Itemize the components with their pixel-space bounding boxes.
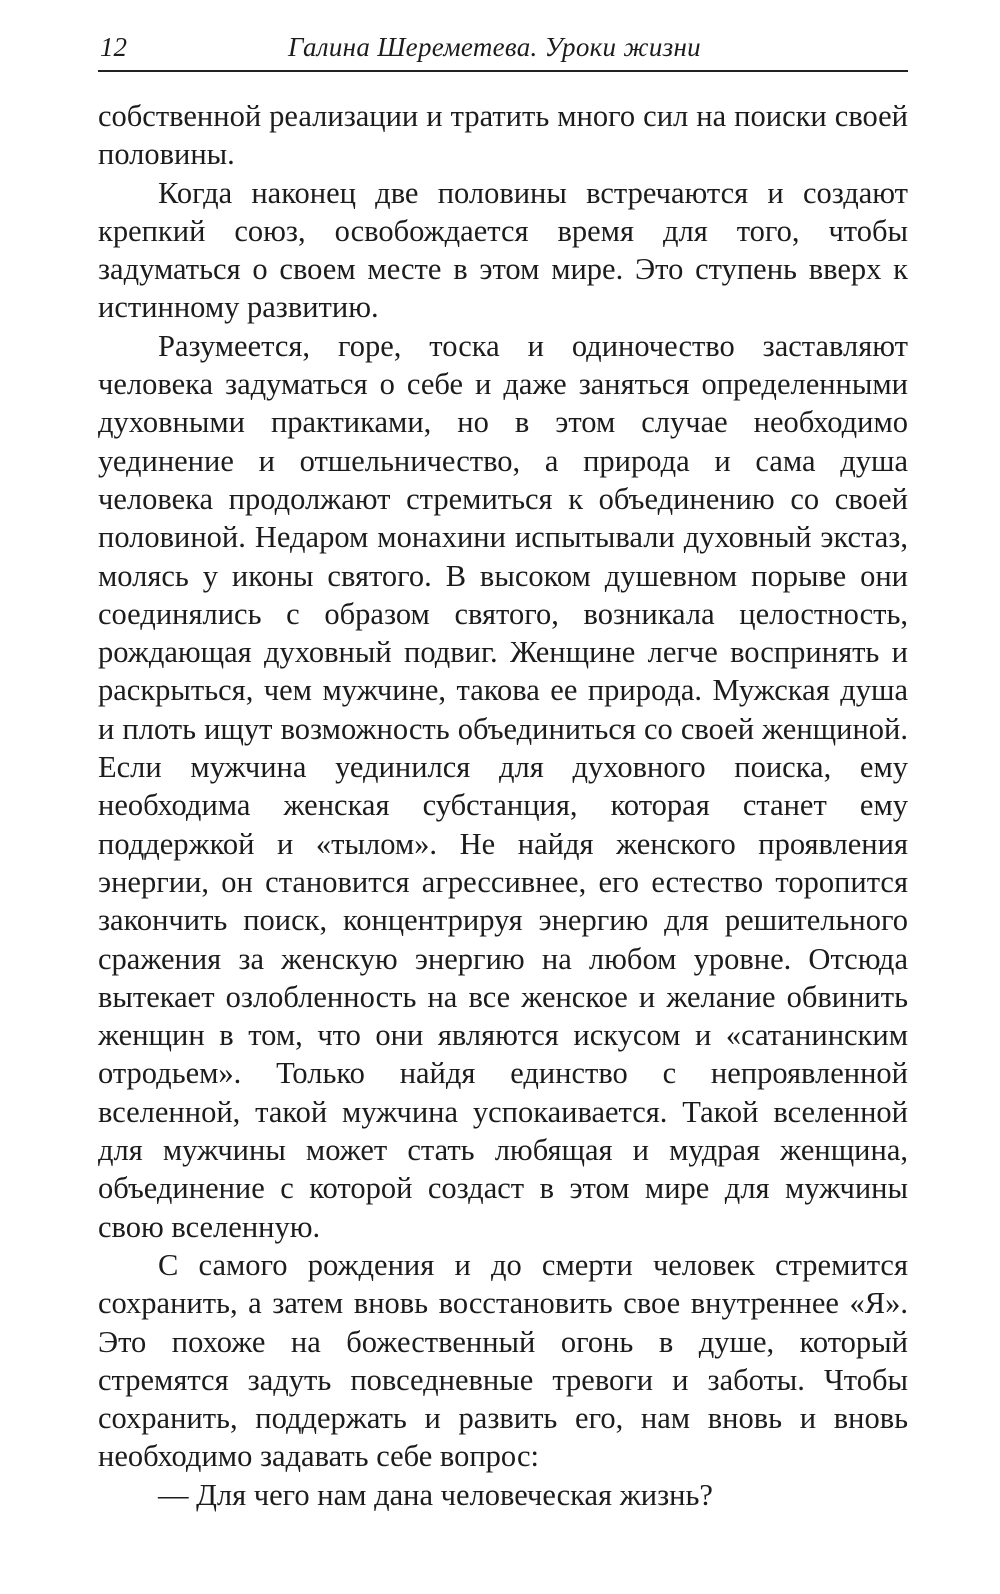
paragraph-continuation: собственной реализации и тратить много сил на поиски своей половины. — [98, 99, 908, 172]
page-number: 12 — [100, 32, 127, 62]
running-title: Галина Шереметева. Уроки жизни — [288, 32, 701, 62]
paragraph: Когда наконец две половины встречаются и создают крепкий союз, освобождается время для того, чтобы задуматься о своем месте в этом мире. Это ступень вверх к истинному развитию. — [98, 175, 908, 325]
paragraph: Разумеется, горе, тоска и одиночество заставляют человека задуматься о себе и даже заняться определенными духовными практиками, но в этом случае необходимо уединение и отшельничество, а природа и сама душа человека продолжают стремиться к объединению со своей половиной. Недаром монахини испытывали духовный экстаз, молясь у иконы святого. В высоком душевном порыве они соединялись с образом святого, возникала целостность, рождающая духовный подвиг. Женщине легче воспринять и раскрыться, чем мужчине, такова ее природа. Мужская душа и плоть ищут возможность объединиться со своей женщиной. Если мужчина уединился для духовного поиска, ему необходима женская субстанция, которая станет ему поддержкой и «тылом». Не найдя женского проявления энергии, он становится агрессивнее, его естество торопится закончить поиск, концентрируя энергию для решительного сражения за женскую энергию на любом уровне. Отсюда вытекает озлобленность на все женское и желание обвинить женщин в том, что они являются искусом и «сатанинским отродьем». Только найдя единство с непроявленной вселенной, такой мужчина успокаивается. Такой вселенной для мужчины может стать любящая и мудрая женщина, объединение с которой создаст в этом мире для мужчины свою вселенную. — [98, 328, 908, 1244]
body-text — [98, 97, 908, 1514]
paragraph: С самого рождения и до смерти человек стремится сохранить, а затем вновь восстановить свое внутреннее «Я». Это похоже на божественный огонь в душе, который стремятся задуть повседневные тревоги и заботы. Чтобы сохранить, поддержать и развить его, нам вновь и вновь необходимо задавать себе вопрос: — [98, 1247, 908, 1474]
running-header — [98, 26, 908, 72]
dialogue-line: — Для чего нам дана человеческая жизнь? — [158, 1477, 713, 1512]
